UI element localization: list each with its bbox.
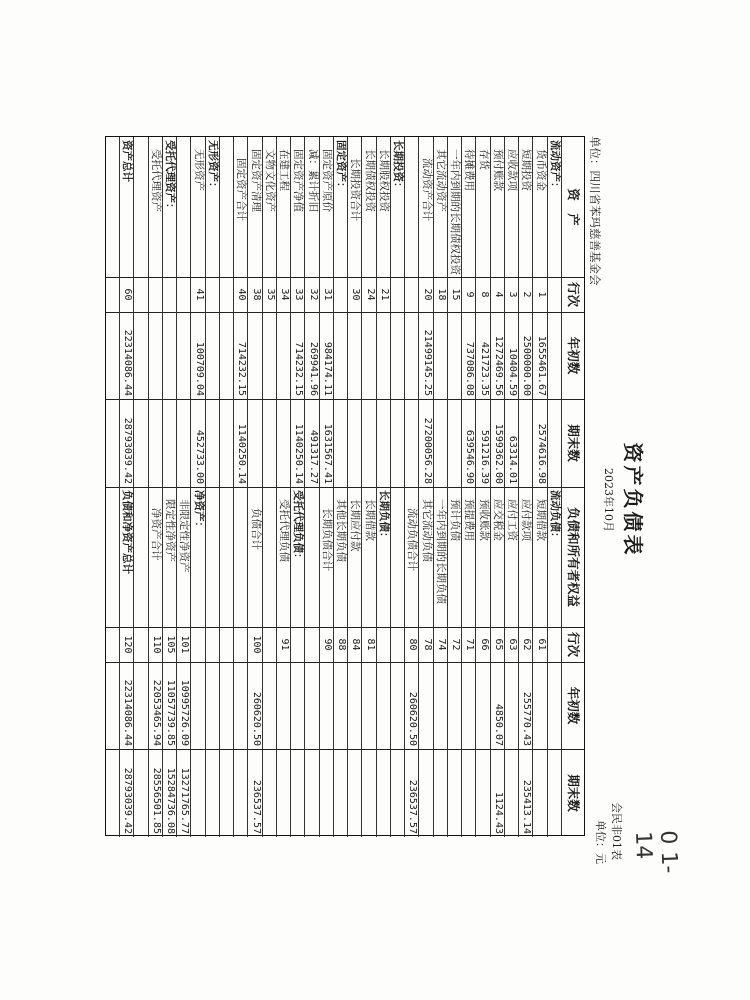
row-begin-value [277, 662, 291, 749]
row-end-value [206, 749, 220, 837]
row-begin-value [348, 662, 362, 749]
row-label: 净资产： [192, 490, 205, 532]
row-label: 减：累计折旧 [306, 149, 319, 212]
row-end-value [434, 399, 448, 487]
row-end-value: 235413.14 [521, 779, 533, 834]
row-begin-value: 22314086.44 [122, 679, 134, 746]
row-label: 长期负债合计 [321, 508, 333, 571]
row-label: 负债和净资产总计 [121, 490, 134, 574]
row-line-number [206, 627, 220, 662]
row-label: 长期债权投资 [363, 149, 376, 212]
row-label: 受托代理负债： [292, 490, 305, 564]
row-label: 净资产合计 [150, 508, 162, 561]
row-line-number: 9 [464, 291, 476, 298]
row-line-number: 38 [250, 288, 262, 301]
row-begin-value [234, 662, 248, 749]
row-end-value [206, 399, 220, 487]
row-line-number: 2 [521, 291, 533, 298]
row-end-value: 1631567.41 [322, 423, 333, 484]
row-line-number: 74 [436, 638, 447, 651]
row-begin-value: 22053465.94 [151, 679, 162, 746]
row-end-value [135, 749, 149, 837]
row-begin-value [206, 662, 220, 749]
row-end-value: 27200056.28 [421, 417, 433, 484]
row-label [263, 487, 277, 630]
row-line-number: 100 [250, 635, 262, 654]
row-label: 其它流动资产 [435, 149, 447, 212]
row-begin-value [434, 312, 448, 399]
row-begin-value: 22314086.44 [122, 329, 134, 396]
row-begin-value [420, 662, 434, 749]
row-line-number [220, 627, 234, 662]
row-end-value [534, 749, 548, 837]
row-label: 其它流动负债 [420, 499, 433, 562]
row-line-number [135, 627, 149, 662]
row-end-value: 1124.43 [493, 791, 504, 834]
row-line-number [306, 627, 320, 662]
row-label: 流动负债合计 [406, 508, 419, 571]
row-end-value [334, 399, 348, 487]
row-line-number: 71 [464, 638, 476, 651]
row-begin-value: 21499145.25 [421, 329, 433, 396]
row-end-value [277, 399, 291, 487]
row-label [405, 137, 419, 280]
row-end-value [135, 399, 149, 487]
row-line-number: 24 [364, 288, 376, 301]
currency-unit: 单位：元 [594, 820, 607, 864]
row-line-number: 40 [236, 288, 248, 301]
row-label: 应付款项 [520, 499, 533, 541]
row-label: 固定资产： [335, 140, 348, 193]
row-line-number [177, 277, 191, 312]
row-label [220, 487, 234, 630]
form-number: 会民非01表 [610, 802, 623, 860]
row-line-number: 63 [507, 638, 519, 651]
row-begin-value [220, 312, 234, 399]
row-label [391, 487, 405, 630]
row-begin-value [163, 312, 177, 399]
row-begin-value [391, 662, 405, 749]
row-end-value [434, 749, 448, 837]
row-line-number: 61 [535, 638, 547, 651]
reporting-entity: 单位：四川省苯玛慈善基金会 [588, 136, 602, 286]
row-line-number: 34 [279, 288, 291, 301]
row-line-number [263, 627, 277, 662]
row-line-number [220, 277, 234, 312]
row-begin-value [462, 662, 476, 749]
row-label: 预计负债 [449, 499, 462, 541]
row-end-value: 639546.90 [464, 429, 476, 484]
row-line-number: 18 [436, 288, 447, 301]
row-begin-value: 260620.50 [250, 691, 262, 746]
header-line-2: 行次 [566, 631, 581, 657]
row-end-value [348, 749, 362, 837]
row-end-value: 491317.27 [307, 429, 319, 484]
row-label: 预付账款 [492, 149, 504, 191]
row-begin-value [448, 312, 462, 399]
row-label: 固定资产净值 [292, 149, 305, 212]
row-label [234, 487, 248, 630]
row-label: 流动资产合计 [420, 158, 433, 221]
row-line-number [234, 627, 248, 662]
row-begin-value [277, 312, 291, 399]
row-begin-value [206, 312, 220, 399]
row-label: 流动资产： [549, 140, 561, 193]
row-end-value: 15284736.08 [165, 767, 177, 834]
row-begin-value [377, 312, 391, 399]
row-end-value [391, 399, 405, 487]
row-label: 非限定性净资产 [178, 499, 191, 573]
row-begin-value [548, 312, 562, 399]
row-line-number: 66 [478, 638, 490, 651]
row-end-value [291, 749, 305, 837]
row-end-value [548, 749, 562, 837]
row-label: 固定资产合计 [235, 158, 248, 221]
row-label [206, 487, 220, 630]
row-begin-value: 269941.96 [307, 341, 319, 396]
row-label: 受托代理资产： [164, 140, 177, 214]
row-begin-value [334, 662, 348, 749]
row-line-number: 81 [364, 638, 376, 651]
row-begin-value [334, 312, 348, 399]
row-label [220, 137, 234, 280]
row-line-number: 90 [322, 638, 333, 651]
row-begin-value [548, 662, 562, 749]
row-end-value [405, 399, 419, 487]
row-end-value [391, 749, 405, 837]
row-line-number [135, 277, 149, 312]
row-label: 应付工资 [506, 499, 519, 541]
row-end-value [263, 399, 277, 487]
row-end-value: 1140250.14 [236, 423, 248, 484]
row-end-value [277, 749, 291, 837]
row-line-number [548, 627, 562, 662]
row-begin-value [263, 662, 277, 749]
header-asset: 资 产 [566, 188, 581, 226]
row-begin-value [192, 662, 206, 749]
row-begin-value: 10995726.09 [179, 679, 191, 746]
row-label: 长期借款 [363, 499, 376, 541]
row-begin-value [363, 312, 377, 399]
row-line-number [377, 627, 391, 662]
row-line-number: 78 [421, 638, 433, 651]
row-label [306, 487, 320, 630]
row-label: 应收款项 [506, 149, 519, 191]
row-label: 一年内到期的长期负债 [435, 499, 447, 604]
row-begin-value: 100709.04 [193, 341, 205, 396]
row-end-value [548, 399, 562, 487]
row-begin-value: 11057739.85 [165, 679, 177, 746]
row-label: 受托代理资产 [150, 149, 162, 212]
row-end-value [320, 749, 334, 837]
header-liabilities: 负债和所有者权益 [566, 506, 581, 607]
row-begin-value: 10404.59 [507, 347, 519, 396]
row-end-value [448, 399, 462, 487]
row-end-value [334, 749, 348, 837]
row-label: 资产总计 [121, 140, 134, 182]
header-begin: 年初数 [566, 336, 581, 375]
row-label: 待摊费用 [463, 149, 476, 191]
row-line-number: 15 [450, 288, 462, 301]
row-line-number: 1 [535, 291, 547, 298]
row-end-value [306, 749, 320, 837]
row-begin-value [263, 312, 277, 399]
row-label [135, 137, 149, 280]
page-title: 资产负债表 [621, 442, 645, 558]
row-line-number: 21 [379, 288, 390, 301]
row-begin-value [348, 312, 362, 399]
row-begin-value [534, 662, 548, 749]
row-line-number: 32 [307, 288, 319, 301]
row-end-value [263, 749, 277, 837]
row-line-number [291, 627, 305, 662]
row-end-value: 1599362.00 [493, 423, 504, 484]
row-begin-value [477, 662, 491, 749]
row-end-value [177, 399, 191, 487]
balance-sheet [95, 130, 655, 870]
row-line-number: 33 [293, 288, 305, 301]
row-line-number: 30 [350, 288, 362, 301]
row-label: 限定性净资产 [164, 499, 177, 562]
row-label [135, 487, 149, 630]
row-line-number [334, 277, 348, 312]
row-line-number: 20 [421, 288, 433, 301]
row-end-value: 28793039.42 [122, 417, 134, 484]
row-begin-value: 2500000.00 [521, 335, 533, 396]
row-end-value: 28556501.85 [151, 767, 162, 834]
row-line-number: 88 [336, 638, 348, 651]
row-line-number [192, 627, 206, 662]
row-end-value [477, 749, 491, 837]
row-line-number: 91 [279, 638, 291, 651]
row-line-number: 3 [507, 291, 519, 298]
row-end-value: 452733.00 [193, 429, 205, 484]
row-begin-value: 4850.07 [493, 703, 504, 746]
row-line-number: 65 [493, 638, 504, 651]
row-line-number: 41 [193, 288, 205, 301]
row-end-value: 63314.01 [507, 435, 519, 484]
row-label: 其他长期负债 [335, 499, 348, 562]
row-begin-value: 737086.08 [464, 341, 476, 396]
row-end-value: 2574616.98 [535, 423, 547, 484]
row-begin-value [135, 312, 149, 399]
row-end-value: 1140250.14 [293, 423, 305, 484]
row-end-value [363, 749, 377, 837]
row-label: 长期股权投资 [378, 149, 390, 212]
row-line-number: 101 [179, 635, 191, 654]
row-end-value [348, 399, 362, 487]
row-line-number [391, 627, 405, 662]
row-line-number: 62 [521, 638, 533, 651]
row-end-value [220, 399, 234, 487]
row-end-value [363, 399, 377, 487]
row-end-value: 236537.57 [407, 779, 419, 834]
row-end-value: 236537.57 [250, 779, 262, 834]
row-label: 文物文化资产 [264, 149, 276, 212]
row-line-number: 35 [265, 288, 276, 301]
row-begin-value [377, 662, 391, 749]
row-end-value [420, 749, 434, 837]
row-begin-value: 260620.50 [407, 691, 419, 746]
row-label [177, 137, 191, 280]
row-line-number: 4 [493, 291, 504, 298]
row-line-number: 110 [151, 635, 162, 654]
row-line-number: 31 [322, 288, 333, 301]
row-end-value [462, 749, 476, 837]
header-end: 期末数 [566, 424, 581, 462]
row-label: 流动负债： [549, 490, 561, 543]
row-end-value: 28793039.42 [122, 767, 134, 834]
row-label: 长期负债： [378, 490, 390, 543]
row-begin-value: 1655461.67 [535, 335, 547, 396]
row-begin-value [249, 312, 263, 399]
row-label: 长期投资合计 [349, 158, 362, 221]
row-end-value [448, 749, 462, 837]
row-begin-value: 714232.15 [293, 341, 305, 396]
row-end-value [505, 749, 519, 837]
row-line-number [391, 277, 405, 312]
row-begin-value [177, 312, 191, 399]
row-line-number [163, 277, 177, 312]
row-end-value [377, 749, 391, 837]
row-label: 固定资产原价 [321, 149, 333, 212]
row-end-value [519, 399, 533, 487]
row-line-number: 105 [165, 635, 177, 654]
row-label: 长期应付款 [349, 499, 362, 552]
row-line-number: 72 [450, 638, 462, 651]
row-begin-value [405, 312, 419, 399]
row-begin-value [434, 662, 448, 749]
row-begin-value [320, 662, 334, 749]
row-begin-value [220, 662, 234, 749]
row-label: 预提费用 [463, 499, 476, 541]
row-line-number [149, 277, 163, 312]
row-end-value [377, 399, 391, 487]
row-line-number: 80 [407, 638, 419, 651]
row-begin-value: 714232.15 [236, 341, 248, 396]
row-label: 预收账款 [477, 499, 490, 541]
row-label: 短期借款 [534, 499, 547, 541]
row-label: 固定资产清理 [249, 149, 262, 212]
row-line-number [206, 277, 220, 312]
row-end-value: 13271765.77 [179, 767, 191, 834]
row-label: 短期投资 [520, 149, 533, 191]
balance-table [105, 136, 585, 836]
row-label: 受托代理负债 [278, 499, 291, 562]
row-end-value [192, 749, 206, 837]
row-begin-value: 255770.43 [521, 691, 533, 746]
row-begin-value [135, 662, 149, 749]
row-end-value [220, 749, 234, 837]
row-begin-value [306, 662, 320, 749]
handwritten-note: 0 1-14 [630, 830, 682, 874]
row-end-value: 591216.39 [478, 429, 490, 484]
row-end-value [149, 399, 163, 487]
row-label: 负债合计 [249, 508, 262, 550]
row-begin-value: 1272469.56 [493, 335, 504, 396]
row-begin-value [448, 662, 462, 749]
row-end-value [234, 749, 248, 837]
row-begin-value [505, 662, 519, 749]
row-line-number: 60 [122, 288, 134, 301]
row-begin-value [149, 312, 163, 399]
header-begin-2: 年初数 [566, 686, 581, 725]
row-line-number: 8 [478, 291, 490, 298]
report-date: 2023年10月 [602, 468, 615, 532]
row-label: 长期投资： [392, 140, 405, 193]
row-begin-value: 421723.35 [478, 341, 490, 396]
row-end-value [163, 399, 177, 487]
row-label: 无形资产： [207, 140, 219, 193]
row-line-number [548, 277, 562, 312]
row-label: 无形资产 [192, 149, 205, 191]
row-line-number: 84 [350, 638, 362, 651]
row-label: 应交税金 [492, 499, 504, 541]
row-label: 存货 [477, 149, 490, 170]
row-label: 货币资金 [534, 149, 547, 191]
row-end-value [249, 399, 263, 487]
row-begin-value: 984174.11 [322, 341, 333, 396]
row-begin-value [363, 662, 377, 749]
row-line-number [405, 277, 419, 312]
header-line: 行次 [566, 281, 581, 307]
row-begin-value [291, 662, 305, 749]
row-label: 一年内到期的长期债权投资 [449, 149, 462, 275]
row-line-number: 120 [122, 635, 134, 654]
header-end-2: 期末数 [566, 774, 581, 812]
row-label: 在建工程 [278, 149, 291, 191]
row-begin-value [391, 312, 405, 399]
